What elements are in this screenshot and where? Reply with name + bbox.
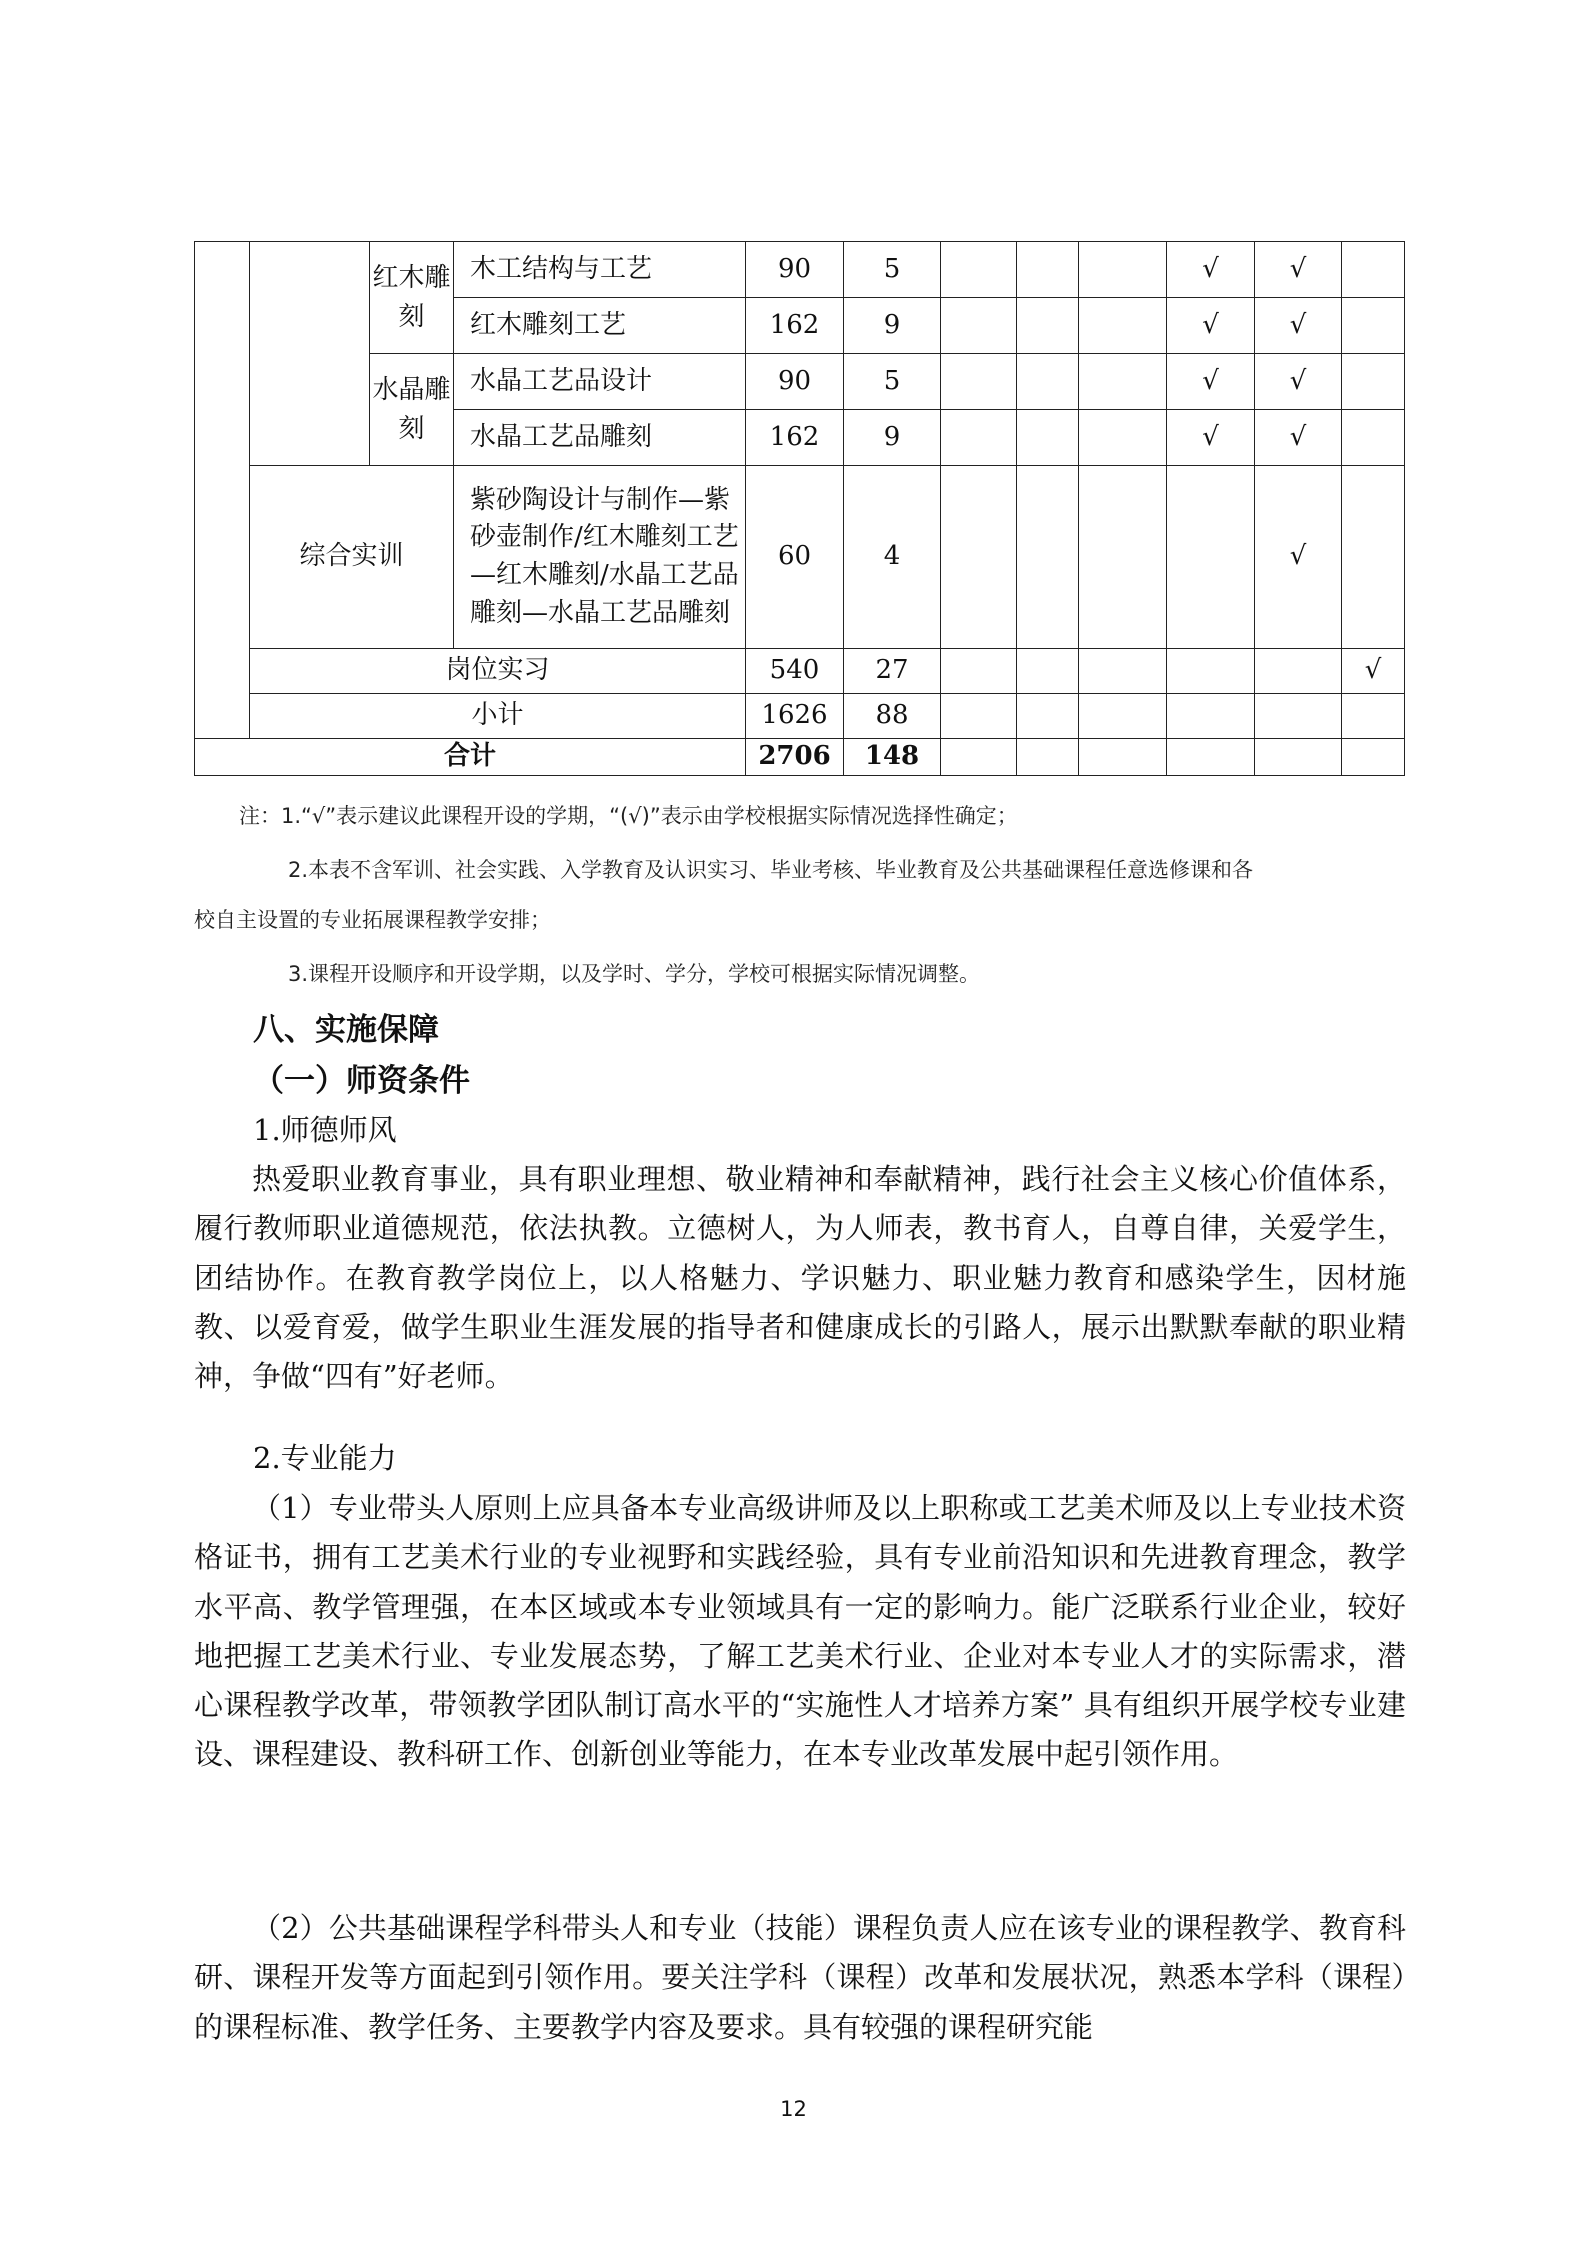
semester-cell [941, 298, 1017, 354]
semester-cell [941, 739, 1017, 776]
semester-cell [1342, 298, 1405, 354]
semester-cell [1342, 242, 1405, 298]
group-cell: 水晶雕刻 [370, 354, 454, 466]
table-row [195, 466, 1405, 649]
semester-cell [1342, 466, 1405, 649]
hours-cell: 2706 [746, 739, 844, 776]
credits-cell: 9 [844, 298, 941, 354]
semester-check: √ [1255, 354, 1342, 410]
page-number: 12 [780, 2097, 807, 2121]
paragraph: （2）公共基础课程学科带头人和专业（技能）课程负责人应在该专业的课程教学、教育科研、课程开发等方面起到引领作用。要关注学科（课程）改革和发展状况，熟悉本学科（课程）的课程标准、教学任务、主要教学内容及要求。具有较强的课程研究能 [194, 1911, 1406, 2044]
semester-cell [1079, 694, 1167, 739]
paragraph: （1）专业带头人原则上应具备本专业高级讲师及以上职称或工艺美术师及以上专业技术资格证书，拥有工艺美术行业的专业视野和实践经验，具有专业前沿知识和先进教育理念，教学水平高、教学管理强，在本区域或本专业领域具有一定的影响力。能广泛联系行业企业，较好地把握工艺美术行业、专业发展态势，了解工艺美术行业、企业对本专业人才的实际需求，潜心课程教学改革，带领教学团队制订高水平的“实施性人才培养方案” 具有组织开展学校专业建设、课程建设、教科研工作、创新创业等能力，在本专业改革发展中起引领作用。 [194, 1491, 1406, 1772]
semester-cell [1167, 649, 1255, 694]
semester-cell [1342, 410, 1405, 466]
semester-cell [1017, 649, 1079, 694]
semester-cell [941, 649, 1017, 694]
course-plan-table [194, 241, 1405, 776]
credits-cell: 27 [844, 649, 941, 694]
semester-check: √ [1167, 298, 1255, 354]
group-cell: 红木雕刻 [370, 242, 454, 354]
table-row [195, 694, 1405, 739]
table-row [195, 354, 1405, 410]
row-label: 合计 [195, 739, 746, 776]
semester-cell [941, 242, 1017, 298]
semester-cell [1167, 739, 1255, 776]
semester-cell [1017, 739, 1079, 776]
semester-check: √ [1255, 242, 1342, 298]
course-name: 紫砂陶设计与制作—紫砂壶制作/红木雕刻工艺—红木雕刻/水晶工艺品雕刻—水晶工艺品雕刻 [454, 466, 746, 649]
semester-cell [1017, 694, 1079, 739]
table-row [195, 242, 1405, 298]
semester-check: √ [1255, 298, 1342, 354]
semester-cell [1255, 694, 1342, 739]
credits-cell: 88 [844, 694, 941, 739]
semester-cell [1079, 410, 1167, 466]
credits-cell: 5 [844, 242, 941, 298]
semester-cell [941, 694, 1017, 739]
hours-cell: 90 [746, 242, 844, 298]
semester-cell [1079, 354, 1167, 410]
course-name: 木工结构与工艺 [454, 242, 746, 298]
semester-cell [1079, 242, 1167, 298]
table-note-3: 3.课程开设顺序和开设学期，以及学时、学分，学校可根据实际情况调整。 [288, 962, 981, 986]
item-title: 2.专业能力 [253, 1441, 397, 1475]
hours-cell: 60 [746, 466, 844, 649]
hours-cell: 162 [746, 298, 844, 354]
hours-cell: 1626 [746, 694, 844, 739]
row-label: 小计 [250, 694, 746, 739]
course-name: 红木雕刻工艺 [454, 298, 746, 354]
semester-cell [1255, 649, 1342, 694]
credits-cell: 9 [844, 410, 941, 466]
group-cell: 综合实训 [250, 466, 454, 649]
semester-cell [1167, 466, 1255, 649]
credits-cell: 5 [844, 354, 941, 410]
table-note-1: 注：1.“√”表示建议此课程开设的学期，“(√)”表示由学校根据实际情况选择性确定； [239, 804, 1018, 828]
semester-cell [1017, 466, 1079, 649]
semester-cell [941, 466, 1017, 649]
course-name: 水晶工艺品雕刻 [454, 410, 746, 466]
semester-check: √ [1342, 649, 1405, 694]
table-row [195, 649, 1405, 694]
credits-cell: 148 [844, 739, 941, 776]
item-title: 1.师德师风 [253, 1113, 397, 1147]
subcategory-cell [250, 242, 370, 466]
semester-cell [1255, 739, 1342, 776]
semester-cell [1342, 694, 1405, 739]
paragraph: 热爱职业教育事业，具有职业理想、敬业精神和奉献精神，践行社会主义核心价值体系，履行教师职业道德规范，依法执教。立德树人，为人师表，教书育人，自尊自律，关爱学生，团结协作。在教育教学岗位上，以人格魅力、学识魅力、职业魅力教育和感染学生，因材施教、以爱育爱，做学生职业生涯发展的指导者和健康成长的引路人，展示出默默奉献的职业精神，争做“四有”好老师。 [194, 1162, 1406, 1394]
credits-cell: 4 [844, 466, 941, 649]
semester-cell [1017, 410, 1079, 466]
hours-cell: 90 [746, 354, 844, 410]
semester-check: √ [1167, 410, 1255, 466]
semester-cell [1079, 466, 1167, 649]
semester-cell [941, 410, 1017, 466]
semester-check: √ [1167, 354, 1255, 410]
hours-cell: 162 [746, 410, 844, 466]
course-name: 水晶工艺品设计 [454, 354, 746, 410]
semester-cell [941, 354, 1017, 410]
semester-cell [1017, 354, 1079, 410]
semester-cell [1079, 298, 1167, 354]
semester-cell [1079, 739, 1167, 776]
table-row [195, 739, 1405, 776]
semester-check: √ [1167, 242, 1255, 298]
semester-cell [1079, 649, 1167, 694]
subsection-title: （一）师资条件 [253, 1063, 470, 1099]
category-cell [195, 242, 250, 739]
semester-cell [1342, 354, 1405, 410]
hours-cell: 540 [746, 649, 844, 694]
semester-cell [1017, 298, 1079, 354]
semester-cell [1017, 242, 1079, 298]
semester-check: √ [1255, 466, 1342, 649]
semester-cell [1167, 694, 1255, 739]
semester-check: √ [1255, 410, 1342, 466]
table-note-2: 2.本表不含军训、社会实践、入学教育及认识实习、毕业考核、毕业教育及公共基础课程任意选修课和各 [288, 858, 1254, 882]
semester-cell [1342, 739, 1405, 776]
section-title: 八、实施保障 [253, 1012, 439, 1048]
table-note-2-cont: 校自主设置的专业拓展课程教学安排； [194, 908, 551, 932]
row-label: 岗位实习 [250, 649, 746, 694]
